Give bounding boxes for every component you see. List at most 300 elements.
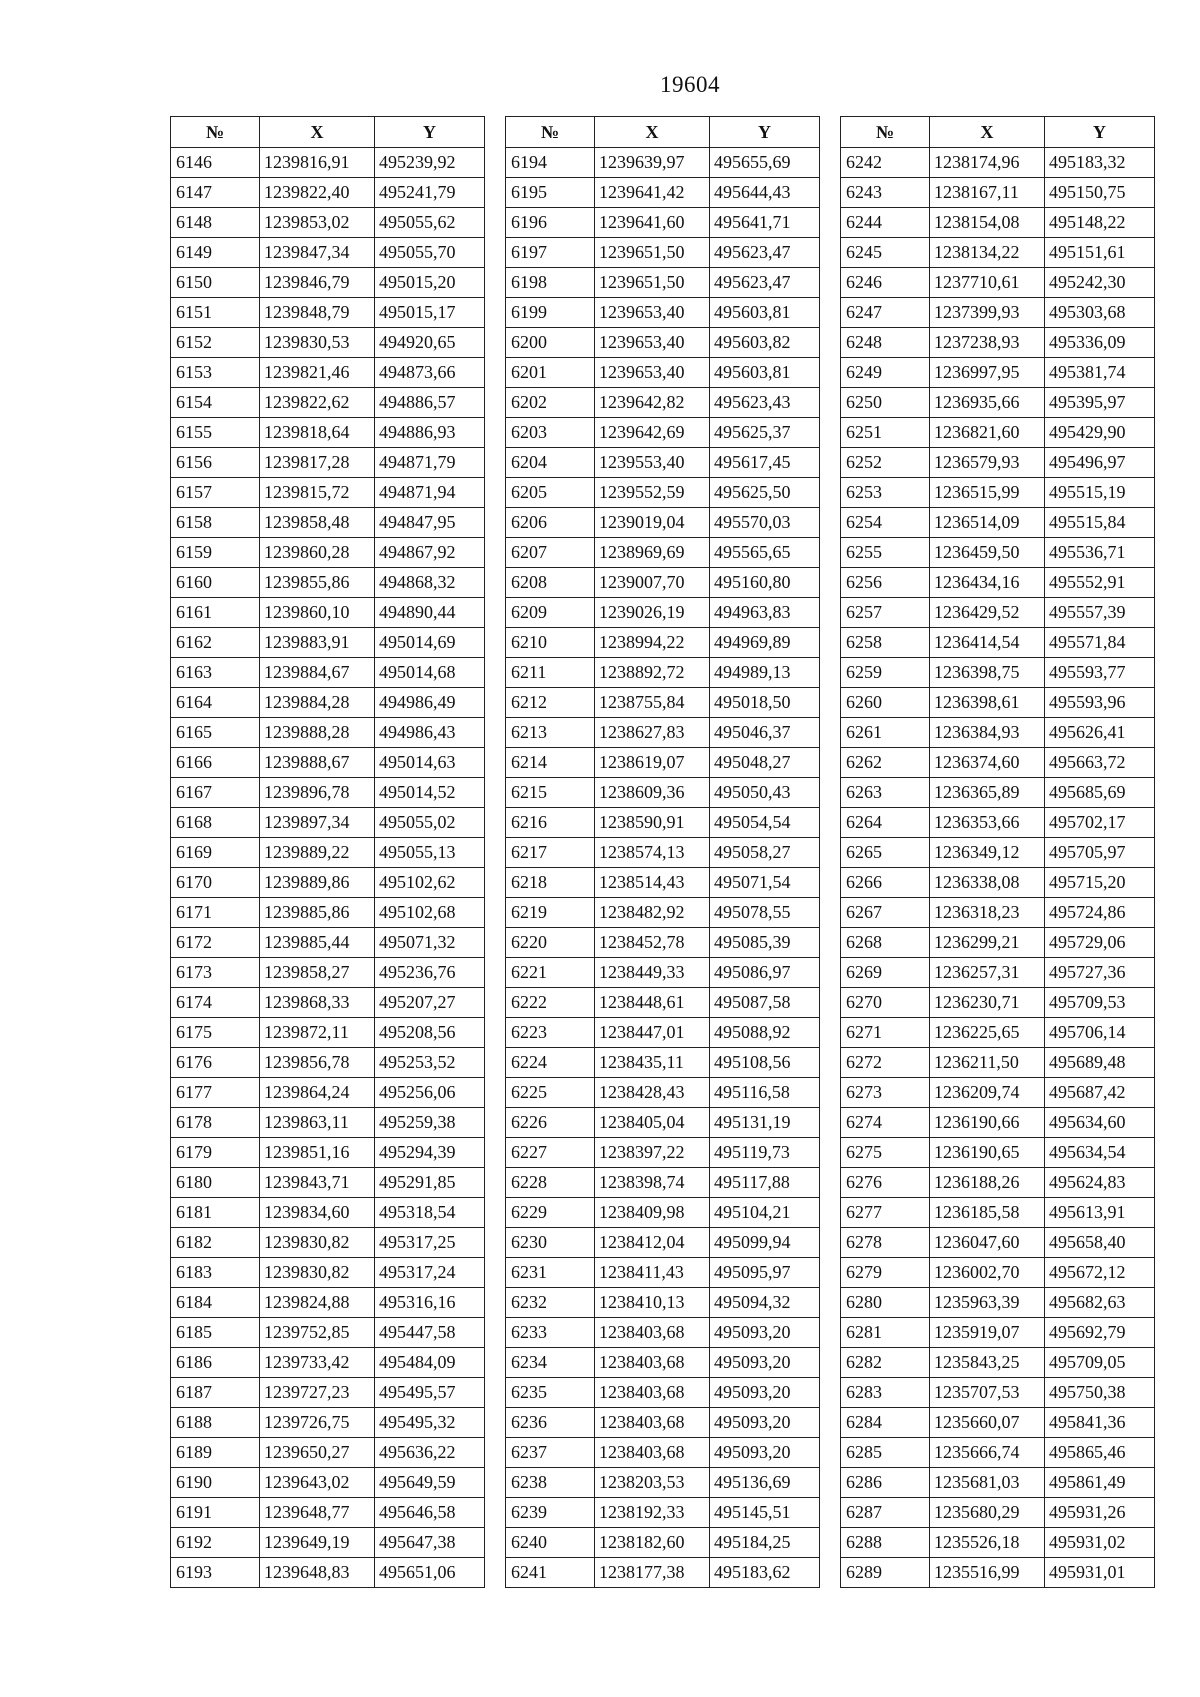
cell-x: 1235666,74 [930, 1438, 1045, 1468]
cell-number: 6225 [506, 1078, 595, 1108]
table-header-row [506, 117, 820, 148]
cell-y: 494920,65 [375, 328, 485, 358]
table-row [171, 1558, 485, 1588]
table-row [506, 1018, 820, 1048]
table-body [506, 148, 820, 1588]
cell-x: 1239639,97 [595, 148, 710, 178]
cell-x: 1239853,02 [260, 208, 375, 238]
cell-number: 6208 [506, 568, 595, 598]
table-row [171, 508, 485, 538]
cell-y: 495623,47 [710, 238, 820, 268]
cell-x: 1236299,21 [930, 928, 1045, 958]
table-row [506, 838, 820, 868]
cell-x: 1238627,83 [595, 718, 710, 748]
table-row [841, 928, 1155, 958]
cell-x: 1236579,93 [930, 448, 1045, 478]
cell-y: 495318,54 [375, 1198, 485, 1228]
table-row [171, 928, 485, 958]
cell-y: 494847,95 [375, 508, 485, 538]
cell-y: 495184,25 [710, 1528, 820, 1558]
cell-number: 6258 [841, 628, 930, 658]
table-row [171, 628, 485, 658]
cell-x: 1237238,93 [930, 328, 1045, 358]
cell-x: 1239821,46 [260, 358, 375, 388]
table-row [841, 1348, 1155, 1378]
cell-y: 495294,39 [375, 1138, 485, 1168]
cell-number: 6267 [841, 898, 930, 928]
table-row [171, 448, 485, 478]
cell-y: 495071,54 [710, 868, 820, 898]
cell-x: 1238482,92 [595, 898, 710, 928]
table-row [841, 898, 1155, 928]
cell-number: 6152 [171, 328, 260, 358]
cell-x: 1236230,71 [930, 988, 1045, 1018]
cell-number: 6180 [171, 1168, 260, 1198]
table-row [506, 1048, 820, 1078]
cell-y: 495317,25 [375, 1228, 485, 1258]
cell-number: 6182 [171, 1228, 260, 1258]
cell-number: 6261 [841, 718, 930, 748]
table-row [841, 1558, 1155, 1588]
cell-y: 495636,22 [375, 1438, 485, 1468]
table-row [171, 238, 485, 268]
cell-y: 495241,79 [375, 178, 485, 208]
table-row [841, 598, 1155, 628]
table-row [506, 1348, 820, 1378]
cell-x: 1236398,61 [930, 688, 1045, 718]
cell-x: 1239653,40 [595, 358, 710, 388]
cell-y: 495239,92 [375, 148, 485, 178]
cell-x: 1236374,60 [930, 748, 1045, 778]
cell-y: 495316,16 [375, 1288, 485, 1318]
cell-number: 6212 [506, 688, 595, 718]
table-row [171, 1228, 485, 1258]
table-row [506, 1468, 820, 1498]
cell-y: 495256,06 [375, 1078, 485, 1108]
cell-x: 1239653,40 [595, 328, 710, 358]
cell-y: 495207,27 [375, 988, 485, 1018]
table-body [171, 148, 485, 1588]
cell-y: 495048,27 [710, 748, 820, 778]
cell-x: 1236515,99 [930, 478, 1045, 508]
cell-number: 6288 [841, 1528, 930, 1558]
cell-y: 495931,26 [1045, 1498, 1155, 1528]
cell-number: 6246 [841, 268, 930, 298]
cell-y: 495644,43 [710, 178, 820, 208]
cell-y: 495651,06 [375, 1558, 485, 1588]
cell-x: 1239822,40 [260, 178, 375, 208]
cell-y: 495151,61 [1045, 238, 1155, 268]
cell-number: 6263 [841, 778, 930, 808]
cell-number: 6205 [506, 478, 595, 508]
cell-number: 6186 [171, 1348, 260, 1378]
cell-y: 495692,79 [1045, 1318, 1155, 1348]
table-row [841, 298, 1155, 328]
header-y: Y [1045, 117, 1155, 148]
table-header-row [171, 117, 485, 148]
table-row [171, 808, 485, 838]
cell-number: 6254 [841, 508, 930, 538]
cell-x: 1239830,82 [260, 1228, 375, 1258]
cell-y: 495626,41 [1045, 718, 1155, 748]
coordinate-tables [170, 116, 1155, 1588]
table-row [171, 538, 485, 568]
cell-y: 494871,94 [375, 478, 485, 508]
cell-x: 1237710,61 [930, 268, 1045, 298]
cell-y: 495018,50 [710, 688, 820, 718]
cell-x: 1239019,04 [595, 508, 710, 538]
table-row [171, 418, 485, 448]
header-x: X [260, 117, 375, 148]
cell-number: 6245 [841, 238, 930, 268]
cell-y: 495729,06 [1045, 928, 1155, 958]
table-row [841, 748, 1155, 778]
cell-number: 6224 [506, 1048, 595, 1078]
table-row [506, 328, 820, 358]
table-row [506, 1078, 820, 1108]
cell-x: 1237399,93 [930, 298, 1045, 328]
cell-x: 1239847,34 [260, 238, 375, 268]
table-row [506, 448, 820, 478]
cell-number: 6206 [506, 508, 595, 538]
cell-x: 1239883,91 [260, 628, 375, 658]
cell-x: 1239752,85 [260, 1318, 375, 1348]
table-row [841, 1438, 1155, 1468]
cell-x: 1239553,40 [595, 448, 710, 478]
table-row [506, 268, 820, 298]
cell-number: 6221 [506, 958, 595, 988]
cell-number: 6281 [841, 1318, 930, 1348]
cell-number: 6269 [841, 958, 930, 988]
table-row [506, 298, 820, 328]
cell-x: 1239642,69 [595, 418, 710, 448]
table-row [506, 1258, 820, 1288]
cell-number: 6237 [506, 1438, 595, 1468]
cell-y: 495259,38 [375, 1108, 485, 1138]
cell-number: 6217 [506, 838, 595, 868]
cell-x: 1239651,50 [595, 238, 710, 268]
table-row [841, 1258, 1155, 1288]
table-row [506, 1108, 820, 1138]
table-row [171, 778, 485, 808]
header-number: № [171, 117, 260, 148]
cell-number: 6274 [841, 1108, 930, 1138]
cell-y: 495570,03 [710, 508, 820, 538]
cell-number: 6151 [171, 298, 260, 328]
cell-y: 495931,01 [1045, 1558, 1155, 1588]
table-row [171, 268, 485, 298]
cell-y: 495014,69 [375, 628, 485, 658]
cell-y: 494986,49 [375, 688, 485, 718]
cell-number: 6162 [171, 628, 260, 658]
cell-number: 6262 [841, 748, 930, 778]
table-row [841, 688, 1155, 718]
cell-number: 6164 [171, 688, 260, 718]
cell-y: 495603,82 [710, 328, 820, 358]
table-row [506, 1528, 820, 1558]
cell-x: 1238969,69 [595, 538, 710, 568]
cell-x: 1238182,60 [595, 1528, 710, 1558]
table-row [171, 1288, 485, 1318]
cell-number: 6192 [171, 1528, 260, 1558]
table-row [841, 388, 1155, 418]
cell-x: 1236209,74 [930, 1078, 1045, 1108]
cell-y: 495649,59 [375, 1468, 485, 1498]
cell-x: 1236188,26 [930, 1168, 1045, 1198]
table-row [171, 1318, 485, 1348]
cell-y: 495495,32 [375, 1408, 485, 1438]
table-header-row [841, 117, 1155, 148]
cell-x: 1239896,78 [260, 778, 375, 808]
cell-number: 6197 [506, 238, 595, 268]
cell-y: 495593,77 [1045, 658, 1155, 688]
cell-number: 6222 [506, 988, 595, 1018]
cell-x: 1236365,89 [930, 778, 1045, 808]
cell-number: 6229 [506, 1198, 595, 1228]
cell-number: 6260 [841, 688, 930, 718]
cell-x: 1239863,11 [260, 1108, 375, 1138]
cell-y: 495395,97 [1045, 388, 1155, 418]
cell-y: 495150,75 [1045, 178, 1155, 208]
cell-number: 6160 [171, 568, 260, 598]
cell-y: 495623,43 [710, 388, 820, 418]
cell-number: 6211 [506, 658, 595, 688]
table-row [171, 1198, 485, 1228]
cell-x: 1239816,91 [260, 148, 375, 178]
cell-x: 1236821,60 [930, 418, 1045, 448]
cell-x: 1238403,68 [595, 1378, 710, 1408]
cell-x: 1235660,07 [930, 1408, 1045, 1438]
cell-x: 1235526,18 [930, 1528, 1045, 1558]
cell-number: 6228 [506, 1168, 595, 1198]
table-row [506, 898, 820, 928]
cell-number: 6239 [506, 1498, 595, 1528]
cell-x: 1239834,60 [260, 1198, 375, 1228]
table-row [841, 988, 1155, 1018]
cell-x: 1239846,79 [260, 268, 375, 298]
cell-y: 495634,60 [1045, 1108, 1155, 1138]
cell-x: 1238410,13 [595, 1288, 710, 1318]
cell-y: 495496,97 [1045, 448, 1155, 478]
cell-x: 1239649,19 [260, 1528, 375, 1558]
table-row [506, 868, 820, 898]
cell-number: 6230 [506, 1228, 595, 1258]
cell-x: 1238412,04 [595, 1228, 710, 1258]
table-row [841, 508, 1155, 538]
cell-number: 6146 [171, 148, 260, 178]
cell-number: 6266 [841, 868, 930, 898]
table-row [841, 478, 1155, 508]
cell-y: 495647,38 [375, 1528, 485, 1558]
cell-number: 6218 [506, 868, 595, 898]
cell-y: 495055,70 [375, 238, 485, 268]
table-row [506, 148, 820, 178]
cell-number: 6165 [171, 718, 260, 748]
cell-y: 495617,45 [710, 448, 820, 478]
cell-y: 495291,85 [375, 1168, 485, 1198]
cell-y: 495093,20 [710, 1438, 820, 1468]
cell-x: 1239643,02 [260, 1468, 375, 1498]
cell-y: 495088,92 [710, 1018, 820, 1048]
cell-x: 1238167,11 [930, 178, 1045, 208]
table-row [171, 328, 485, 358]
table-row [171, 1378, 485, 1408]
cell-x: 1238892,72 [595, 658, 710, 688]
table-row [841, 1468, 1155, 1498]
table-row [506, 1558, 820, 1588]
cell-number: 6170 [171, 868, 260, 898]
table-row [171, 868, 485, 898]
table-row [841, 1378, 1155, 1408]
cell-number: 6234 [506, 1348, 595, 1378]
cell-number: 6200 [506, 328, 595, 358]
table-row [506, 928, 820, 958]
cell-number: 6150 [171, 268, 260, 298]
table-row [841, 268, 1155, 298]
table-row [506, 1438, 820, 1468]
table-row [841, 328, 1155, 358]
cell-y: 494886,57 [375, 388, 485, 418]
table-row [171, 1438, 485, 1468]
cell-number: 6275 [841, 1138, 930, 1168]
cell-y: 495685,69 [1045, 778, 1155, 808]
cell-number: 6185 [171, 1318, 260, 1348]
table-row [171, 1078, 485, 1108]
cell-number: 6287 [841, 1498, 930, 1528]
table-row [171, 988, 485, 1018]
cell-y: 495557,39 [1045, 598, 1155, 628]
header-number: № [841, 117, 930, 148]
cell-x: 1239848,79 [260, 298, 375, 328]
cell-x: 1236935,66 [930, 388, 1045, 418]
cell-y: 495054,54 [710, 808, 820, 838]
cell-number: 6231 [506, 1258, 595, 1288]
cell-x: 1239818,64 [260, 418, 375, 448]
cell-x: 1238755,84 [595, 688, 710, 718]
table-row [841, 1288, 1155, 1318]
cell-y: 495015,17 [375, 298, 485, 328]
cell-x: 1235919,07 [930, 1318, 1045, 1348]
cell-y: 494890,44 [375, 598, 485, 628]
cell-y: 495136,69 [710, 1468, 820, 1498]
cell-number: 6253 [841, 478, 930, 508]
cell-x: 1238411,43 [595, 1258, 710, 1288]
table-row [841, 628, 1155, 658]
table-row [506, 628, 820, 658]
cell-y: 495055,62 [375, 208, 485, 238]
cell-y: 495641,71 [710, 208, 820, 238]
cell-y: 495102,68 [375, 898, 485, 928]
table-row [506, 238, 820, 268]
cell-y: 495687,42 [1045, 1078, 1155, 1108]
header-x: X [595, 117, 710, 148]
table-row [506, 598, 820, 628]
cell-y: 494871,79 [375, 448, 485, 478]
table-body [841, 148, 1155, 1588]
cell-x: 1236514,09 [930, 508, 1045, 538]
cell-x: 1235707,53 [930, 1378, 1045, 1408]
cell-x: 1239653,40 [595, 298, 710, 328]
cell-y: 495104,21 [710, 1198, 820, 1228]
cell-x: 1238403,68 [595, 1438, 710, 1468]
cell-number: 6289 [841, 1558, 930, 1588]
table-row [506, 808, 820, 838]
cell-y: 495658,40 [1045, 1228, 1155, 1258]
cell-x: 1236002,70 [930, 1258, 1045, 1288]
cell-y: 495117,88 [710, 1168, 820, 1198]
cell-number: 6223 [506, 1018, 595, 1048]
cell-y: 495131,19 [710, 1108, 820, 1138]
cell-x: 1236384,93 [930, 718, 1045, 748]
cell-x: 1238574,13 [595, 838, 710, 868]
cell-number: 6156 [171, 448, 260, 478]
cell-number: 6265 [841, 838, 930, 868]
cell-x: 1239830,82 [260, 1258, 375, 1288]
cell-y: 495055,13 [375, 838, 485, 868]
cell-number: 6190 [171, 1468, 260, 1498]
cell-x: 1239817,28 [260, 448, 375, 478]
table-row [506, 1378, 820, 1408]
cell-y: 495108,56 [710, 1048, 820, 1078]
table-row [841, 1498, 1155, 1528]
page-number: 19604 [660, 72, 720, 97]
cell-y: 495102,62 [375, 868, 485, 898]
table-row [171, 148, 485, 178]
cell-number: 6278 [841, 1228, 930, 1258]
table-row [506, 1288, 820, 1318]
cell-x: 1239860,10 [260, 598, 375, 628]
cell-y: 495183,62 [710, 1558, 820, 1588]
cell-x: 1238452,78 [595, 928, 710, 958]
table-row [841, 538, 1155, 568]
table-row [171, 1408, 485, 1438]
cell-number: 6157 [171, 478, 260, 508]
cell-x: 1236434,16 [930, 568, 1045, 598]
cell-y: 495381,74 [1045, 358, 1155, 388]
cell-x: 1236997,95 [930, 358, 1045, 388]
table-row [841, 658, 1155, 688]
table-row [506, 418, 820, 448]
cell-y: 494867,92 [375, 538, 485, 568]
cell-y: 495014,68 [375, 658, 485, 688]
cell-number: 6283 [841, 1378, 930, 1408]
cell-y: 495715,20 [1045, 868, 1155, 898]
cell-x: 1238177,38 [595, 1558, 710, 1588]
cell-y: 495484,09 [375, 1348, 485, 1378]
cell-number: 6257 [841, 598, 930, 628]
cell-x: 1238398,74 [595, 1168, 710, 1198]
table-row [841, 1168, 1155, 1198]
cell-number: 6277 [841, 1198, 930, 1228]
cell-y: 495095,97 [710, 1258, 820, 1288]
cell-x: 1238514,43 [595, 868, 710, 898]
cell-y: 495634,54 [1045, 1138, 1155, 1168]
cell-number: 6148 [171, 208, 260, 238]
cell-y: 495702,17 [1045, 808, 1155, 838]
cell-y: 495709,05 [1045, 1348, 1155, 1378]
header-y: Y [710, 117, 820, 148]
cell-x: 1239815,72 [260, 478, 375, 508]
cell-y: 495841,36 [1045, 1408, 1155, 1438]
table-row [171, 718, 485, 748]
cell-number: 6155 [171, 418, 260, 448]
table-row [171, 178, 485, 208]
cell-y: 495055,02 [375, 808, 485, 838]
cell-y: 495336,09 [1045, 328, 1155, 358]
cell-number: 6236 [506, 1408, 595, 1438]
cell-y: 495086,97 [710, 958, 820, 988]
table-row [841, 1138, 1155, 1168]
